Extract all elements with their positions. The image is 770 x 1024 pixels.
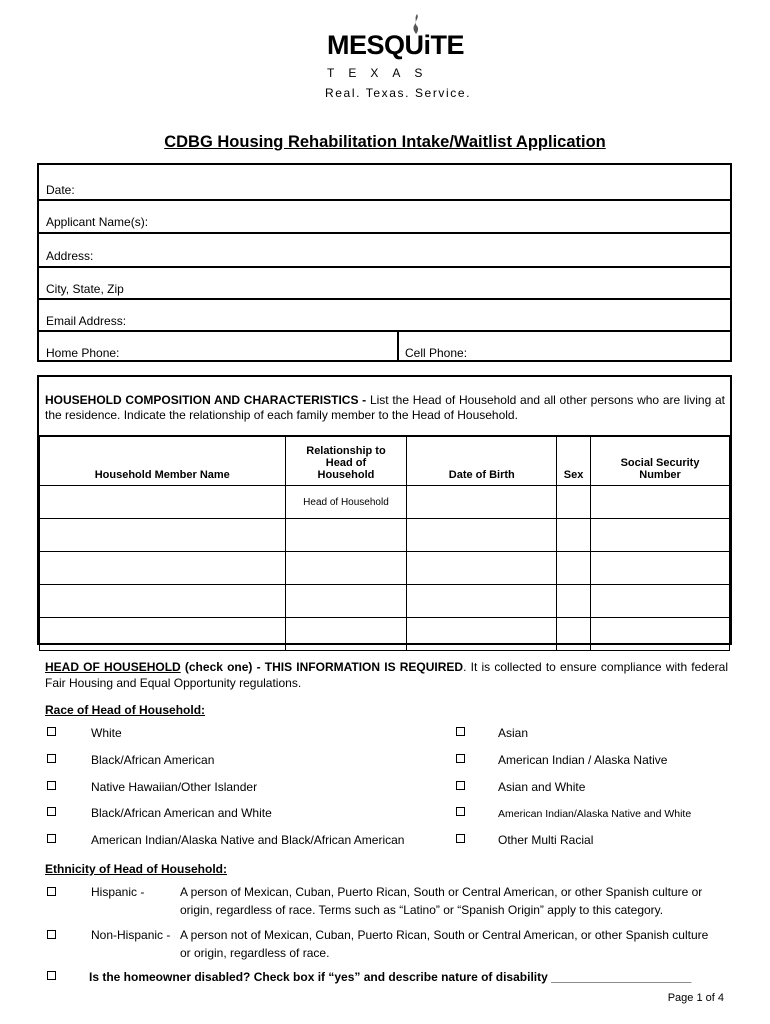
table-row xyxy=(40,585,730,618)
sex-cell[interactable] xyxy=(557,585,591,618)
race-indian-checkbox[interactable] xyxy=(456,754,465,763)
non-hispanic-checkbox[interactable] xyxy=(47,930,56,939)
ssn-cell[interactable] xyxy=(591,519,730,552)
col-relationship: Relationship to Head of Household xyxy=(285,436,407,486)
sex-cell[interactable] xyxy=(557,486,591,519)
page-number: Page 1 of 4 xyxy=(667,992,724,1004)
race-indian-black-label: American Indian/Alaska Native and Black/African American xyxy=(91,833,405,847)
hispanic-description: A person of Mexican, Cuban, Puerto Rican, South or Central American, or other Spanish culture or origin, regardless of race. Terms such as “Latino” or “Spanish Origin” apply to this category. xyxy=(180,885,703,917)
non-hispanic-label: Non-Hispanic - xyxy=(91,928,171,942)
logo-subtitle: TEXAS xyxy=(327,66,437,80)
city-state-zip-label: City, State, Zip xyxy=(46,282,124,296)
phone-row[interactable] xyxy=(39,330,730,362)
household-heading: HOUSEHOLD COMPOSITION AND CHARACTERISTICS - xyxy=(45,393,367,407)
disabled-checkbox[interactable] xyxy=(47,971,56,980)
hoh-required: - THIS INFORMATION IS REQUIRED xyxy=(256,660,464,674)
dob-cell[interactable] xyxy=(407,486,557,519)
dob-cell[interactable] xyxy=(407,552,557,585)
head-of-household-note xyxy=(45,659,728,691)
race-asian-white-checkbox[interactable] xyxy=(456,781,465,790)
race-multi-checkbox[interactable] xyxy=(456,834,465,843)
race-white-label: White xyxy=(91,726,122,740)
col-member-name: Household Member Name xyxy=(40,436,286,486)
member-name-cell[interactable] xyxy=(40,585,286,618)
sex-cell[interactable] xyxy=(557,618,591,651)
logo-tagline: Real. Texas. Service. xyxy=(325,86,472,100)
member-name-cell[interactable] xyxy=(40,486,286,519)
email-row[interactable] xyxy=(39,298,730,330)
sex-cell[interactable] xyxy=(557,552,591,585)
household-table xyxy=(39,435,730,651)
applicant-name-label: Applicant Name(s): xyxy=(46,215,149,229)
race-indian-label: American Indian / Alaska Native xyxy=(498,753,668,767)
race-indian-white-checkbox[interactable] xyxy=(456,807,465,816)
cell-phone-label: Cell Phone: xyxy=(405,346,468,360)
ssn-cell[interactable] xyxy=(591,486,730,519)
hispanic-label: Hispanic - xyxy=(91,885,145,899)
sex-cell[interactable] xyxy=(557,519,591,552)
household-table-header xyxy=(40,436,730,486)
race-indian-white-label: American Indian/Alaska Native and White xyxy=(498,808,692,820)
race-white-checkbox[interactable] xyxy=(47,727,56,736)
table-row xyxy=(40,519,730,552)
dob-cell[interactable] xyxy=(407,519,557,552)
address-row[interactable] xyxy=(39,232,730,266)
race-black-checkbox[interactable] xyxy=(47,754,56,763)
relationship-cell[interactable] xyxy=(285,552,407,585)
hoh-heading: HEAD OF HOUSEHOLD xyxy=(45,660,181,674)
race-indian-black-checkbox[interactable] xyxy=(47,834,56,843)
table-row xyxy=(40,552,730,585)
home-phone-label: Home Phone: xyxy=(46,346,120,360)
race-black-label: Black/African American xyxy=(91,753,215,767)
race-asian-checkbox[interactable] xyxy=(456,727,465,736)
race-black-white-checkbox[interactable] xyxy=(47,807,56,816)
ssn-cell[interactable] xyxy=(591,552,730,585)
col-ssn: Social Security Number xyxy=(591,436,730,486)
table-row xyxy=(40,486,730,519)
col-sex: Sex xyxy=(557,436,591,486)
dob-cell[interactable] xyxy=(407,618,557,651)
hoh-check-one: (check one) xyxy=(184,660,253,674)
date-label: Date: xyxy=(46,183,75,197)
race-asian-label: Asian xyxy=(498,726,529,740)
race-black-white-label: Black/African American and White xyxy=(91,806,272,820)
relationship-cell[interactable] xyxy=(285,618,407,651)
non-hispanic-description: A person not of Mexican, Cuban, Puerto Rican, South or Central American, or other Spanish culture or origin, regardless of race. xyxy=(180,928,709,960)
disabled-question: Is the homeowner disabled? Check box if “yes” and describe nature of disability _____________________ xyxy=(89,970,692,984)
page-title: CDBG Housing Rehabilitation Intake/Waitlist Application xyxy=(164,133,606,151)
race-hawaiian-label: Native Hawaiian/Other Islander xyxy=(91,780,258,794)
member-name-cell[interactable] xyxy=(40,552,286,585)
race-asian-white-label: Asian and White xyxy=(498,780,586,794)
ssn-cell[interactable] xyxy=(591,618,730,651)
relationship-cell[interactable] xyxy=(285,519,407,552)
applicant-info-box xyxy=(37,163,732,362)
logo-wordmark: MESQUiTE xyxy=(327,30,465,60)
relationship-cell[interactable] xyxy=(285,585,407,618)
phone-divider xyxy=(397,330,399,362)
household-instructions xyxy=(45,393,725,423)
race-hawaiian-checkbox[interactable] xyxy=(47,781,56,790)
hoh-note: . It is collected to ensure compliance with federal Fair Housing and Equal Opportunity regulations. xyxy=(45,660,728,690)
col-date-of-birth: Date of Birth xyxy=(407,436,557,486)
email-label: Email Address: xyxy=(46,314,127,328)
dob-cell[interactable] xyxy=(407,585,557,618)
ethnicity-heading: Ethnicity of Head of Household: xyxy=(45,862,227,876)
ssn-cell[interactable] xyxy=(591,585,730,618)
applicant-name-row[interactable] xyxy=(39,199,730,232)
table-row xyxy=(40,618,730,651)
race-heading: Race of Head of Household: xyxy=(45,703,206,717)
household-composition-box xyxy=(37,375,732,645)
city-state-zip-row[interactable] xyxy=(39,266,730,298)
hispanic-checkbox[interactable] xyxy=(47,887,56,896)
race-multi-label: Other Multi Racial xyxy=(498,833,594,847)
member-name-cell[interactable] xyxy=(40,519,286,552)
member-name-cell[interactable] xyxy=(40,618,286,651)
address-label: Address: xyxy=(46,249,94,263)
household-instructions-text: List the Head of Household and all other persons who are living at the residence. Indicate the relationship of each family member to the Head of Household. xyxy=(45,393,726,422)
relationship-cell: Head of Household xyxy=(285,486,407,519)
